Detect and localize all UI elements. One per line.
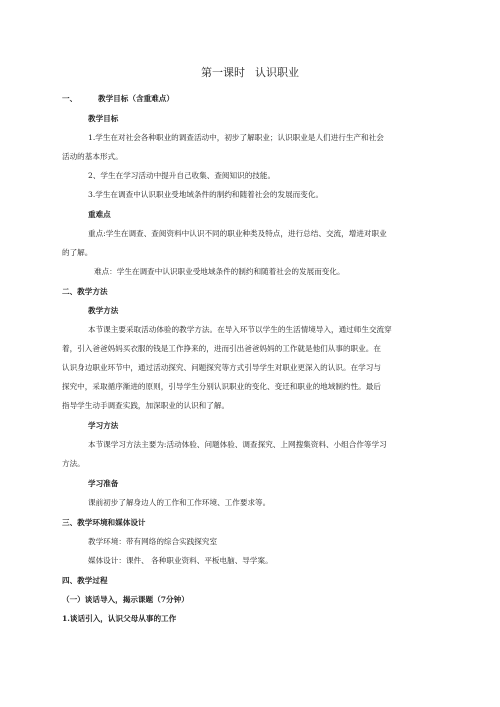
teaching-environment: 教学环境：带有网络的综合实践探究室 bbox=[88, 537, 218, 546]
teaching-method-line-1: 本节课主要采取活动体验的教学方法。在导入环节以学生的生活情境导入，通过师生交流穿 bbox=[88, 325, 392, 334]
teaching-method-line-2: 着，引入爸爸妈妈买衣服的钱是工作挣来的，进而引出爸爸妈妈的工作就是他们从事的职业。在 bbox=[62, 344, 381, 353]
lesson-topic: 认识职业 bbox=[255, 66, 299, 79]
subheading-teaching-method: 教学方法 bbox=[88, 306, 119, 315]
section-3-heading: 三、教学环境和媒体设计 bbox=[62, 518, 146, 527]
goal-1-line-2: 活动的基本形式。 bbox=[62, 152, 123, 161]
subheading-learning-method: 学习方法 bbox=[88, 421, 119, 430]
learning-method-line-2: 方法。 bbox=[62, 459, 85, 468]
goal-1-line-1: 1.学生在对社会各种职业的调查活动中，初步了解职业；认识职业是人们进行生产和社会 bbox=[88, 133, 384, 142]
goal-2: 2、学生在学习活动中提升自己收集、查阅知识的技能。 bbox=[88, 171, 276, 180]
media-design: 媒体设计：课件、 各种职业资料、平板电脑、导学案。 bbox=[88, 556, 273, 565]
section-4-heading: 四、教学过程 bbox=[62, 576, 108, 585]
section-1-heading: 教学目标（含重难点） bbox=[98, 94, 174, 103]
subheading-key-points: 重难点 bbox=[88, 210, 111, 219]
lesson-label: 第一课时 bbox=[201, 66, 245, 79]
teaching-method-line-4: 探究中，采取循序渐进的原则，引导学生分别认识职业的变化、变迁和职业的地域制约性。最后 bbox=[62, 382, 381, 391]
process-step-1-1: 1.谈话引入，认识父母从事的工作 bbox=[62, 614, 177, 623]
subheading-learning-prep: 学习准备 bbox=[88, 479, 119, 488]
difficulty-point: 难点：学生在调查中认识职业受地域条件的制约和随着社会的发展而变化。 bbox=[94, 267, 345, 276]
key-point-line-2: 的了解。 bbox=[62, 248, 93, 257]
key-point-line-1: 重点:学生在调查、查阅资料中认识不同的职业种类及特点，进行总结、交流，增进对职业 bbox=[88, 229, 387, 238]
process-step-1: （一）谈话导入，揭示课题（7分钟） bbox=[62, 595, 189, 604]
section-1-number: 一、 bbox=[62, 94, 78, 103]
learning-method-line-1: 本节课学习方法主要为:活动体验、问题体验、调查探究、上网搜集资料、小组合作等学习 bbox=[88, 440, 387, 449]
teaching-method-line-3: 认识身边职业环节中，通过活动探究、问题探究等方式引导学生对职业更深入的认识。在学习与 bbox=[62, 363, 381, 372]
page-title bbox=[0, 66, 500, 80]
teaching-method-line-5: 指导学生动手调查实践，加深职业的认识和了解。 bbox=[62, 401, 230, 410]
learning-prep: 课前初步了解身边人的工作和工作环境、工作要求等。 bbox=[88, 498, 271, 507]
goal-3: 3.学生在调查中认识职业受地域条件的制约和随着社会的发展而变化。 bbox=[88, 190, 324, 199]
subheading-teaching-goals: 教学目标 bbox=[88, 114, 119, 123]
section-2-heading: 二、教学方法 bbox=[62, 287, 108, 296]
